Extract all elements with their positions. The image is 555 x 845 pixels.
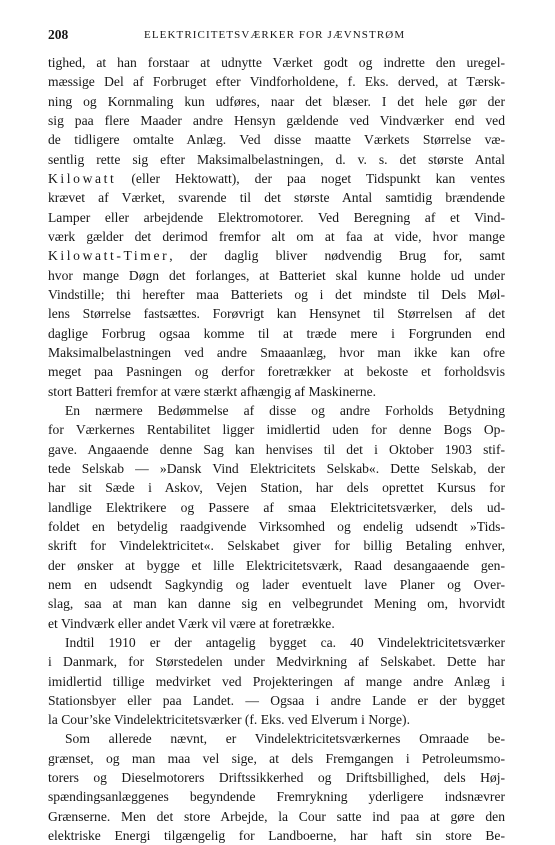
text-line: lens Størrelse fastsættes. Forøvrigt kan Hensynet til Størrelsen af det — [48, 306, 505, 322]
text-line-spaced: Kilowatt-Timer, der daglig bliver nødvendig Brug for, samt — [48, 248, 505, 264]
text-line: tighed, at han forstaar at udnytte Værket godt og indrette den uregel- — [48, 55, 505, 70]
text-line: tede Selskab — »Dansk Vind Elektricitets Selskab«. Dette Selskab, der — [48, 460, 505, 476]
text-line: har sit Sæde i Askov, Vejen Station, har dels oprettet Kursus for — [48, 480, 505, 496]
text-line: En nærmere Bedømmelse af disse og andre Forholds Betydning — [65, 402, 505, 418]
paragraph-2 — [48, 401, 505, 633]
text-line: elektriske Energi tilgængelig for Landboerne, har haft sin store Be- — [48, 828, 505, 844]
text-line: ning og Kornmaling kun udføres, naar det blæser. I det hele gør der — [48, 93, 505, 109]
text-line: landlige Elektrikere og Passere af smaa Elektricitetsværker, dels ud- — [48, 499, 505, 515]
text-line: i Danmark, for Størstedelen under Medvirkning af Selskabet. Dette har — [48, 654, 505, 670]
text-line: der ønsker at bygge et lille Elektricitetsværk, Raad desangaaende gen- — [48, 557, 505, 573]
emphasized-term: Kilowatt — [48, 170, 117, 186]
text-line: værk gælder det derimod fremfor alt om at faa at vide, hvor mange — [48, 228, 505, 244]
body-text — [48, 53, 505, 845]
text-line: skrift for Vindelektricitet«. Selskabet giver for billig Betaling enhver, — [48, 538, 505, 554]
text-line: Maksimalbelastningen ved andre Smaaanlæg, hvor man ikke kan ofre — [48, 344, 505, 360]
text-line: la Cour’ske Vindelektricitetsværker (f. Eks. ved Elverum i Norge). — [48, 712, 410, 728]
paragraph-1 — [48, 53, 505, 401]
text-line: et Vindværk eller andet Værk vil være at foretrække. — [48, 615, 335, 631]
paragraph-4 — [48, 729, 505, 845]
page-header — [48, 27, 505, 53]
text-line: imidlertid tillige medvirket ved Projekteringen af mange andre Anlæg i — [48, 673, 505, 689]
text-line: krævet af Værket, svarende til det største Antal samtidig brændende — [48, 190, 505, 206]
text-line: hvor mange Døgn det forlanges, at Batteriet skal kunne holde ud under — [48, 267, 505, 283]
text-line: daglige Forbrug ogsaa komme til at træde mere i Forgrunden end — [48, 325, 505, 341]
text-line: spændingsanlæggenes begyndende Fremrykning yderligere indsnævrer — [48, 789, 505, 805]
text-line: sentlig rette sig efter Maksimalbelastningen, d. v. s. det største Antal — [48, 151, 505, 167]
emphasized-term: Kilowatt-Timer — [48, 248, 170, 264]
text-line: mæssige Del af Forbruget efter Vindforholdene, f. Eks. derved, at Tærsk- — [48, 74, 505, 90]
text-line: gave. Angaaende denne Sag kan henvises til det i Oktober 1903 stif- — [48, 441, 505, 457]
text-line: sig paa flere Maader andre Hensyn gældende ved Vindværker end ved — [48, 112, 505, 128]
text-line: grænset, og man maa vel sige, at dels Fremgangen i Petroleumsmo- — [48, 750, 505, 766]
text-line: meget paa Pasningen og derfor foretrækker at bekoste et forholdsvis — [48, 364, 505, 380]
text-line: Vindstille; thi herefter maa Batteriets og i det mindste til Dels Møl- — [48, 286, 505, 302]
text-line: for Værkernes Rentabilitet ligger imidlertid uden for denne Bogs Op- — [48, 422, 505, 438]
page-number: 208 — [48, 27, 69, 42]
text-line: foldet en betydelig raadgivende Virksomhed og endelig udsendt »Tids- — [48, 518, 505, 534]
text-line: de tidligere omtalte Anlæg. Ved disse maatte Værkets Størrelse væ- — [48, 132, 505, 148]
text-line: Stationsbyer eller paa Landet. — Ogsaa i andre Lande er der bygget — [48, 692, 505, 708]
text-line: slag, saa at man kan danne sig en velbegrundet Mening om, hvorvidt — [48, 596, 505, 612]
text-line: stort Batteri fremfor at være stærkt afhængig af Maskinerne. — [48, 383, 377, 399]
text-line: nem en udsendt Sagkyndig og lader eventuelt lave Planer og Over- — [48, 576, 505, 592]
text-line: Grænserne. Men det store Arbejde, la Cour satte ind paa at gøre den — [48, 808, 505, 824]
text-line: torers og Dieselmotorers Driftssikkerhed og Driftsbillighed, dels Høj- — [48, 770, 505, 786]
text-line: Som allerede nævnt, er Vindelektricitetsværkernes Omraade be- — [65, 731, 505, 747]
running-head: ELEKTRICITETSVÆRKER FOR JÆVNSTRØM — [144, 29, 406, 41]
paragraph-3 — [48, 633, 505, 730]
text-line: Lamper eller arbejdende Elektromotorer. Ved Beregning af et Vind- — [48, 209, 505, 225]
text-line-spaced: Kilowatt (eller Hektowatt), der paa noget Tidspunkt kan ventes — [48, 170, 505, 186]
text-line: Indtil 1910 er der antagelig bygget ca. 40 Vindelektricitetsværker — [65, 634, 505, 650]
